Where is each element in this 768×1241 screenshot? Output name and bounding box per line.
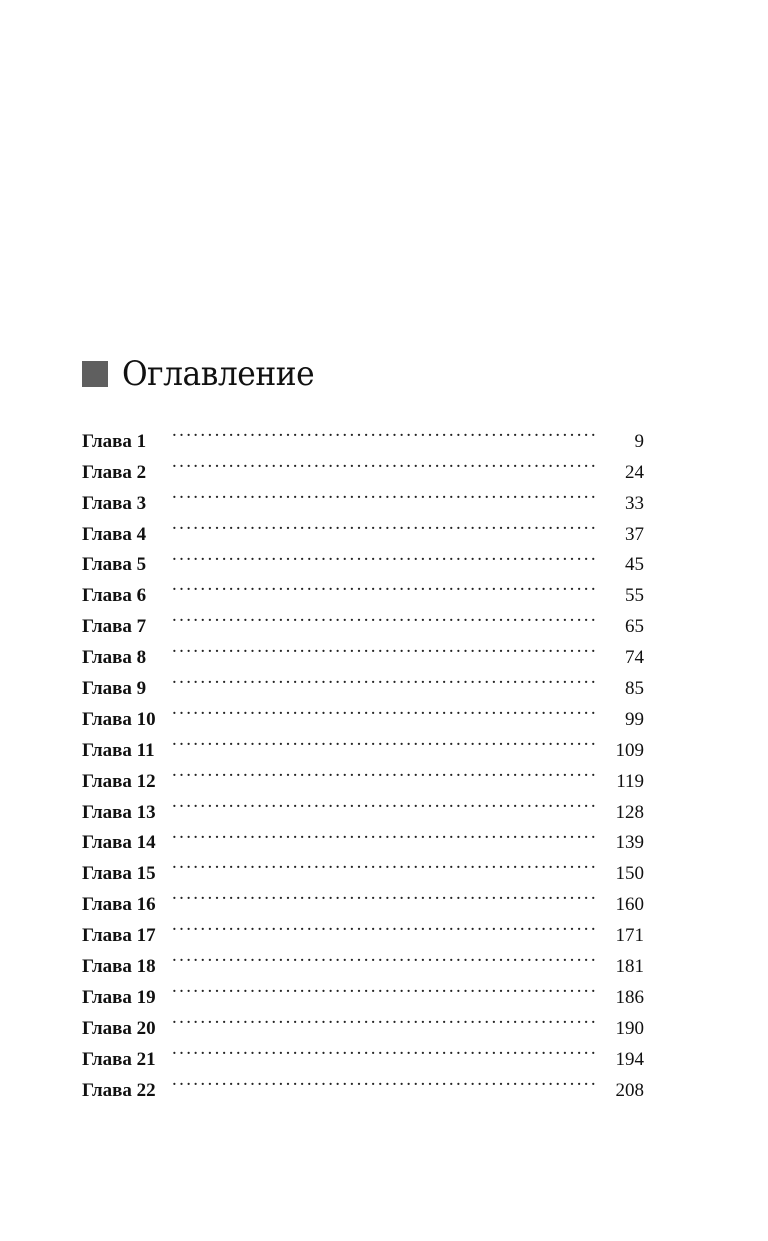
chapter-label: Глава 9 [82, 678, 147, 700]
page-number: 99 [625, 708, 644, 730]
page-number: 9 [634, 430, 644, 452]
dot-leader [172, 879, 598, 910]
dot-leader [172, 478, 598, 509]
page-number: 171 [615, 925, 644, 947]
chapter-label: Глава 17 [82, 925, 156, 947]
page-number: 33 [625, 492, 644, 514]
dot-leader [172, 972, 598, 1003]
page-number: 65 [625, 616, 644, 638]
dot-leader [172, 725, 598, 756]
chapter-label: Глава 12 [82, 770, 156, 792]
dot-leader [172, 1003, 598, 1034]
dot-leader [172, 540, 598, 571]
chapter-label: Глава 16 [82, 894, 156, 916]
toc-heading [82, 352, 644, 396]
page-number: 85 [625, 678, 644, 700]
page-number: 119 [616, 770, 644, 792]
page-number: 139 [615, 832, 644, 854]
toc-entry [82, 416, 644, 452]
dot-leader [172, 787, 598, 818]
page-number: 150 [615, 863, 644, 885]
page-number: 37 [625, 523, 644, 545]
page-number: 186 [615, 986, 644, 1008]
dot-leader [172, 694, 598, 725]
chapter-label: Глава 8 [82, 647, 147, 669]
chapter-label: Глава 4 [82, 523, 147, 545]
page-number: 128 [615, 801, 644, 823]
dot-leader [172, 570, 598, 601]
chapter-label: Глава 13 [82, 801, 156, 823]
page-number: 45 [625, 554, 644, 576]
chapter-label: Глава 2 [82, 461, 147, 483]
dot-leader [172, 663, 598, 694]
dot-leader [172, 941, 598, 972]
page-number: 190 [615, 1017, 644, 1039]
square-icon [82, 361, 108, 387]
dot-leader [172, 756, 598, 787]
page-number: 160 [615, 894, 644, 916]
chapter-label: Глава 15 [82, 863, 156, 885]
dot-leader [172, 447, 598, 478]
chapter-label: Глава 5 [82, 554, 147, 576]
chapter-label: Глава 22 [82, 1079, 156, 1101]
chapter-label: Глава 10 [82, 708, 156, 730]
chapter-label: Глава 1 [82, 430, 147, 452]
chapter-label: Глава 3 [82, 492, 147, 514]
chapter-label: Глава 19 [82, 986, 156, 1008]
chapter-label: Глава 7 [82, 616, 147, 638]
chapter-label: Глава 6 [82, 585, 147, 607]
dot-leader [172, 601, 598, 632]
chapter-label: Глава 14 [82, 832, 156, 854]
dot-leader [172, 1065, 598, 1096]
table-of-contents [82, 352, 644, 1101]
chapter-label: Глава 18 [82, 956, 156, 978]
page-number: 74 [625, 647, 644, 669]
page-number: 208 [615, 1079, 644, 1101]
page-number: 194 [615, 1048, 644, 1070]
chapter-label: Глава 11 [82, 739, 155, 761]
page-number: 24 [625, 461, 644, 483]
dot-leader [172, 910, 598, 941]
dot-leader [172, 818, 598, 849]
dot-leader [172, 1034, 598, 1065]
chapter-label: Глава 21 [82, 1048, 156, 1070]
chapter-label: Глава 20 [82, 1017, 156, 1039]
page-number: 181 [615, 956, 644, 978]
toc-title: Оглавление [122, 354, 315, 394]
dot-leader [172, 632, 598, 663]
dot-leader [172, 509, 598, 540]
page-number: 109 [615, 739, 644, 761]
toc-list [82, 416, 644, 1101]
page-number: 55 [625, 585, 644, 607]
dot-leader [172, 848, 598, 879]
dot-leader [172, 416, 598, 447]
